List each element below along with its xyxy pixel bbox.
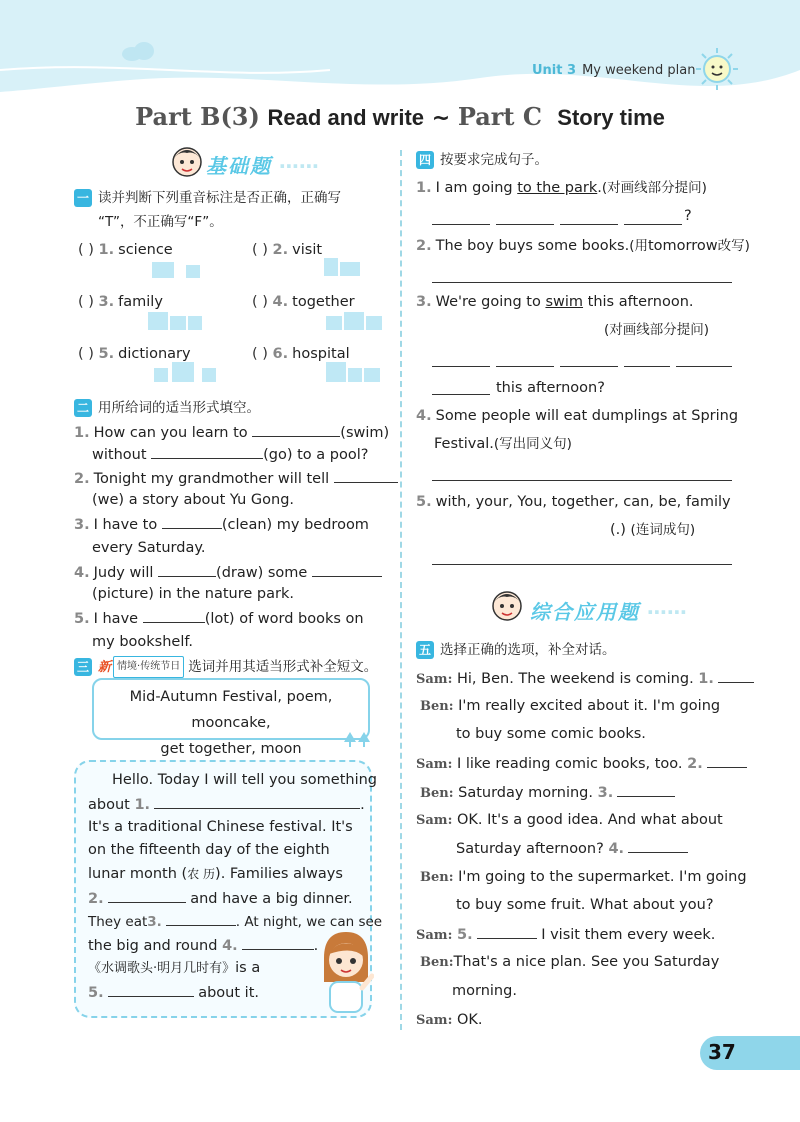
q4-item-3b: this afternoon? — [496, 380, 605, 396]
passage-line-3: It's a traditional Chinese festival. It's — [88, 819, 353, 835]
q2-item-2: 2. Tonight my grandmother will tell — [74, 468, 398, 489]
dialog-line-2: Ben: I'm really excited about it. I'm going — [420, 698, 721, 714]
dialog-line-7: Saturday afternoon? 4. — [456, 838, 688, 859]
passage-line-10: 5. about it. — [88, 982, 259, 1003]
q4-item-4b: Festival.(写出同义句) — [434, 436, 572, 452]
page-number-tab — [700, 1036, 800, 1070]
passage-line-7: They eat3. . At night, we can see — [88, 911, 382, 932]
passage-line-9: 《水调歌头·明月几时有》is a — [88, 960, 261, 976]
q2-item-5b: my bookshelf. — [92, 634, 194, 650]
title-read-write: Read and write — [267, 105, 425, 130]
title-story-time: Story time — [557, 105, 665, 130]
passage-line-6: 2. and have a big dinner. — [88, 888, 353, 909]
q2-instruction: 二 用所给词的适当形式填空。 — [74, 398, 260, 418]
sun-mascot-icon — [694, 46, 740, 92]
dialog-line-11: Ben:That's a nice plan. See you Saturday — [420, 954, 720, 970]
q4-instruction: 四 按要求完成句子。 — [416, 150, 548, 170]
q1-item-6: ( ) 6. hospital — [252, 346, 350, 362]
q1-instruction-2: “T”，不正确写“F”。 — [98, 214, 223, 230]
q4-badge: 四 — [416, 151, 434, 169]
title-tilde: ~ — [431, 106, 451, 131]
q4-item-3-note: (对画线部分提问) — [604, 322, 710, 338]
cloud-icon — [120, 40, 160, 64]
q2-item-1: 1. How can you learn to (swim) — [74, 422, 389, 443]
q3-badge: 三 — [74, 658, 92, 676]
q3-tag: 情境·传统节日 — [113, 656, 184, 678]
dialog-line-13: Sam: OK. — [416, 1012, 483, 1028]
q1-instruction: 一 读并判断下列重音标注是否正确，正确写 — [74, 188, 341, 208]
passage-line-4: on the fifteenth day of the eighth — [88, 842, 330, 858]
passage-line-8: the big and round 4. . — [88, 935, 318, 956]
title-part-c: Part C — [457, 102, 542, 131]
q1-item-2: ( ) 2. visit — [252, 242, 323, 258]
section-title-applied: 综合应用题 ⋯⋯ — [530, 600, 687, 624]
q2-item-3b: every Saturday. — [92, 540, 206, 556]
dialog-line-12: morning. — [452, 983, 517, 999]
page-number: 37 — [708, 1040, 736, 1064]
dialog-line-6: Sam: OK. It's a good idea. And what about — [416, 812, 723, 828]
q5-badge: 五 — [416, 641, 434, 659]
q2-item-4: 4. Judy will (draw) some — [74, 562, 382, 583]
q4-item-5: 5. with, your, You, together, can, be, family — [416, 494, 731, 510]
q1-badge: 一 — [74, 189, 92, 207]
tree-icon — [344, 732, 372, 748]
q2-item-3: 3. I have to (clean) my bedroom — [74, 514, 369, 535]
passage-line-2: about 1. . — [88, 794, 365, 815]
unit-title: My weekend plan — [582, 63, 696, 78]
passage-line-1: Hello. Today I will tell you something — [112, 772, 377, 788]
dialog-line-3: to buy some comic books. — [456, 726, 646, 742]
q1-item-5: ( ) 5. dictionary — [78, 346, 191, 362]
dialog-line-5: Ben: Saturday morning. 3. — [420, 782, 675, 804]
dialog-line-1: Sam: Hi, Ben. The weekend is coming. 1. — [416, 668, 754, 690]
q2-item-4b: (picture) in the nature park. — [92, 586, 294, 602]
word-bank-line-1: Mid-Autumn Festival, poem, mooncake, — [129, 689, 333, 731]
girl-illustration-icon — [318, 928, 374, 1016]
q2-badge: 二 — [74, 399, 92, 417]
word-bank-line-2: get together, moon — [160, 741, 302, 757]
q4-item-5b: (.) (连词成句) — [610, 522, 696, 538]
q4-item-1: 1. I am going to the park.(对画线部分提问) — [416, 180, 707, 196]
column-divider — [400, 150, 402, 1030]
q5-instruction: 五 选择正确的选项，补全对话。 — [416, 640, 616, 660]
section-title-basic: 基础题 ⋯⋯ — [206, 154, 319, 178]
dialog-line-4: Sam: I like reading comic books, too. 2. — [416, 753, 747, 775]
title-part-b: Part B — [135, 102, 221, 131]
q2-item-1b: without (go) to a pool? — [92, 444, 368, 465]
boy-mascot-icon-2 — [488, 586, 526, 624]
q4-item-3: 3. We're going to swim this afternoon. — [416, 294, 694, 310]
word-bank-box — [92, 678, 370, 757]
q2-item-5: 5. I have (lot) of word books on — [74, 608, 364, 629]
dialog-line-9: to buy some fruit. What about you? — [456, 897, 714, 913]
passage-line-5: lunar month (农 历). Families always — [88, 866, 343, 882]
q3-instruction: 三 新 情境·传统节日 选词并用其适当形式补全短文。 — [74, 656, 377, 678]
boy-mascot-icon — [168, 142, 206, 180]
unit-number: Unit 3 — [532, 63, 577, 78]
q2-item-2b: (we) a story about Yu Gong. — [92, 492, 295, 508]
q4-item-4: 4. Some people will eat dumplings at Spring — [416, 408, 739, 424]
unit-label — [532, 63, 696, 78]
dialog-line-8: Ben: I'm going to the supermarket. I'm going — [420, 869, 747, 885]
q4-item-2: 2. The boy buys some books.(用tomorrow改写) — [416, 238, 750, 254]
q1-item-3: ( ) 3. family — [78, 294, 163, 310]
title-part-b-num: (3) — [220, 102, 260, 131]
dialog-line-10: Sam: 5. I visit them every week. — [416, 924, 715, 946]
q1-item-4: ( ) 4. together — [252, 294, 355, 310]
page-title — [0, 102, 800, 131]
q4-item-1-q: ? — [684, 208, 692, 224]
q1-item-1: ( ) 1. science — [78, 242, 173, 258]
